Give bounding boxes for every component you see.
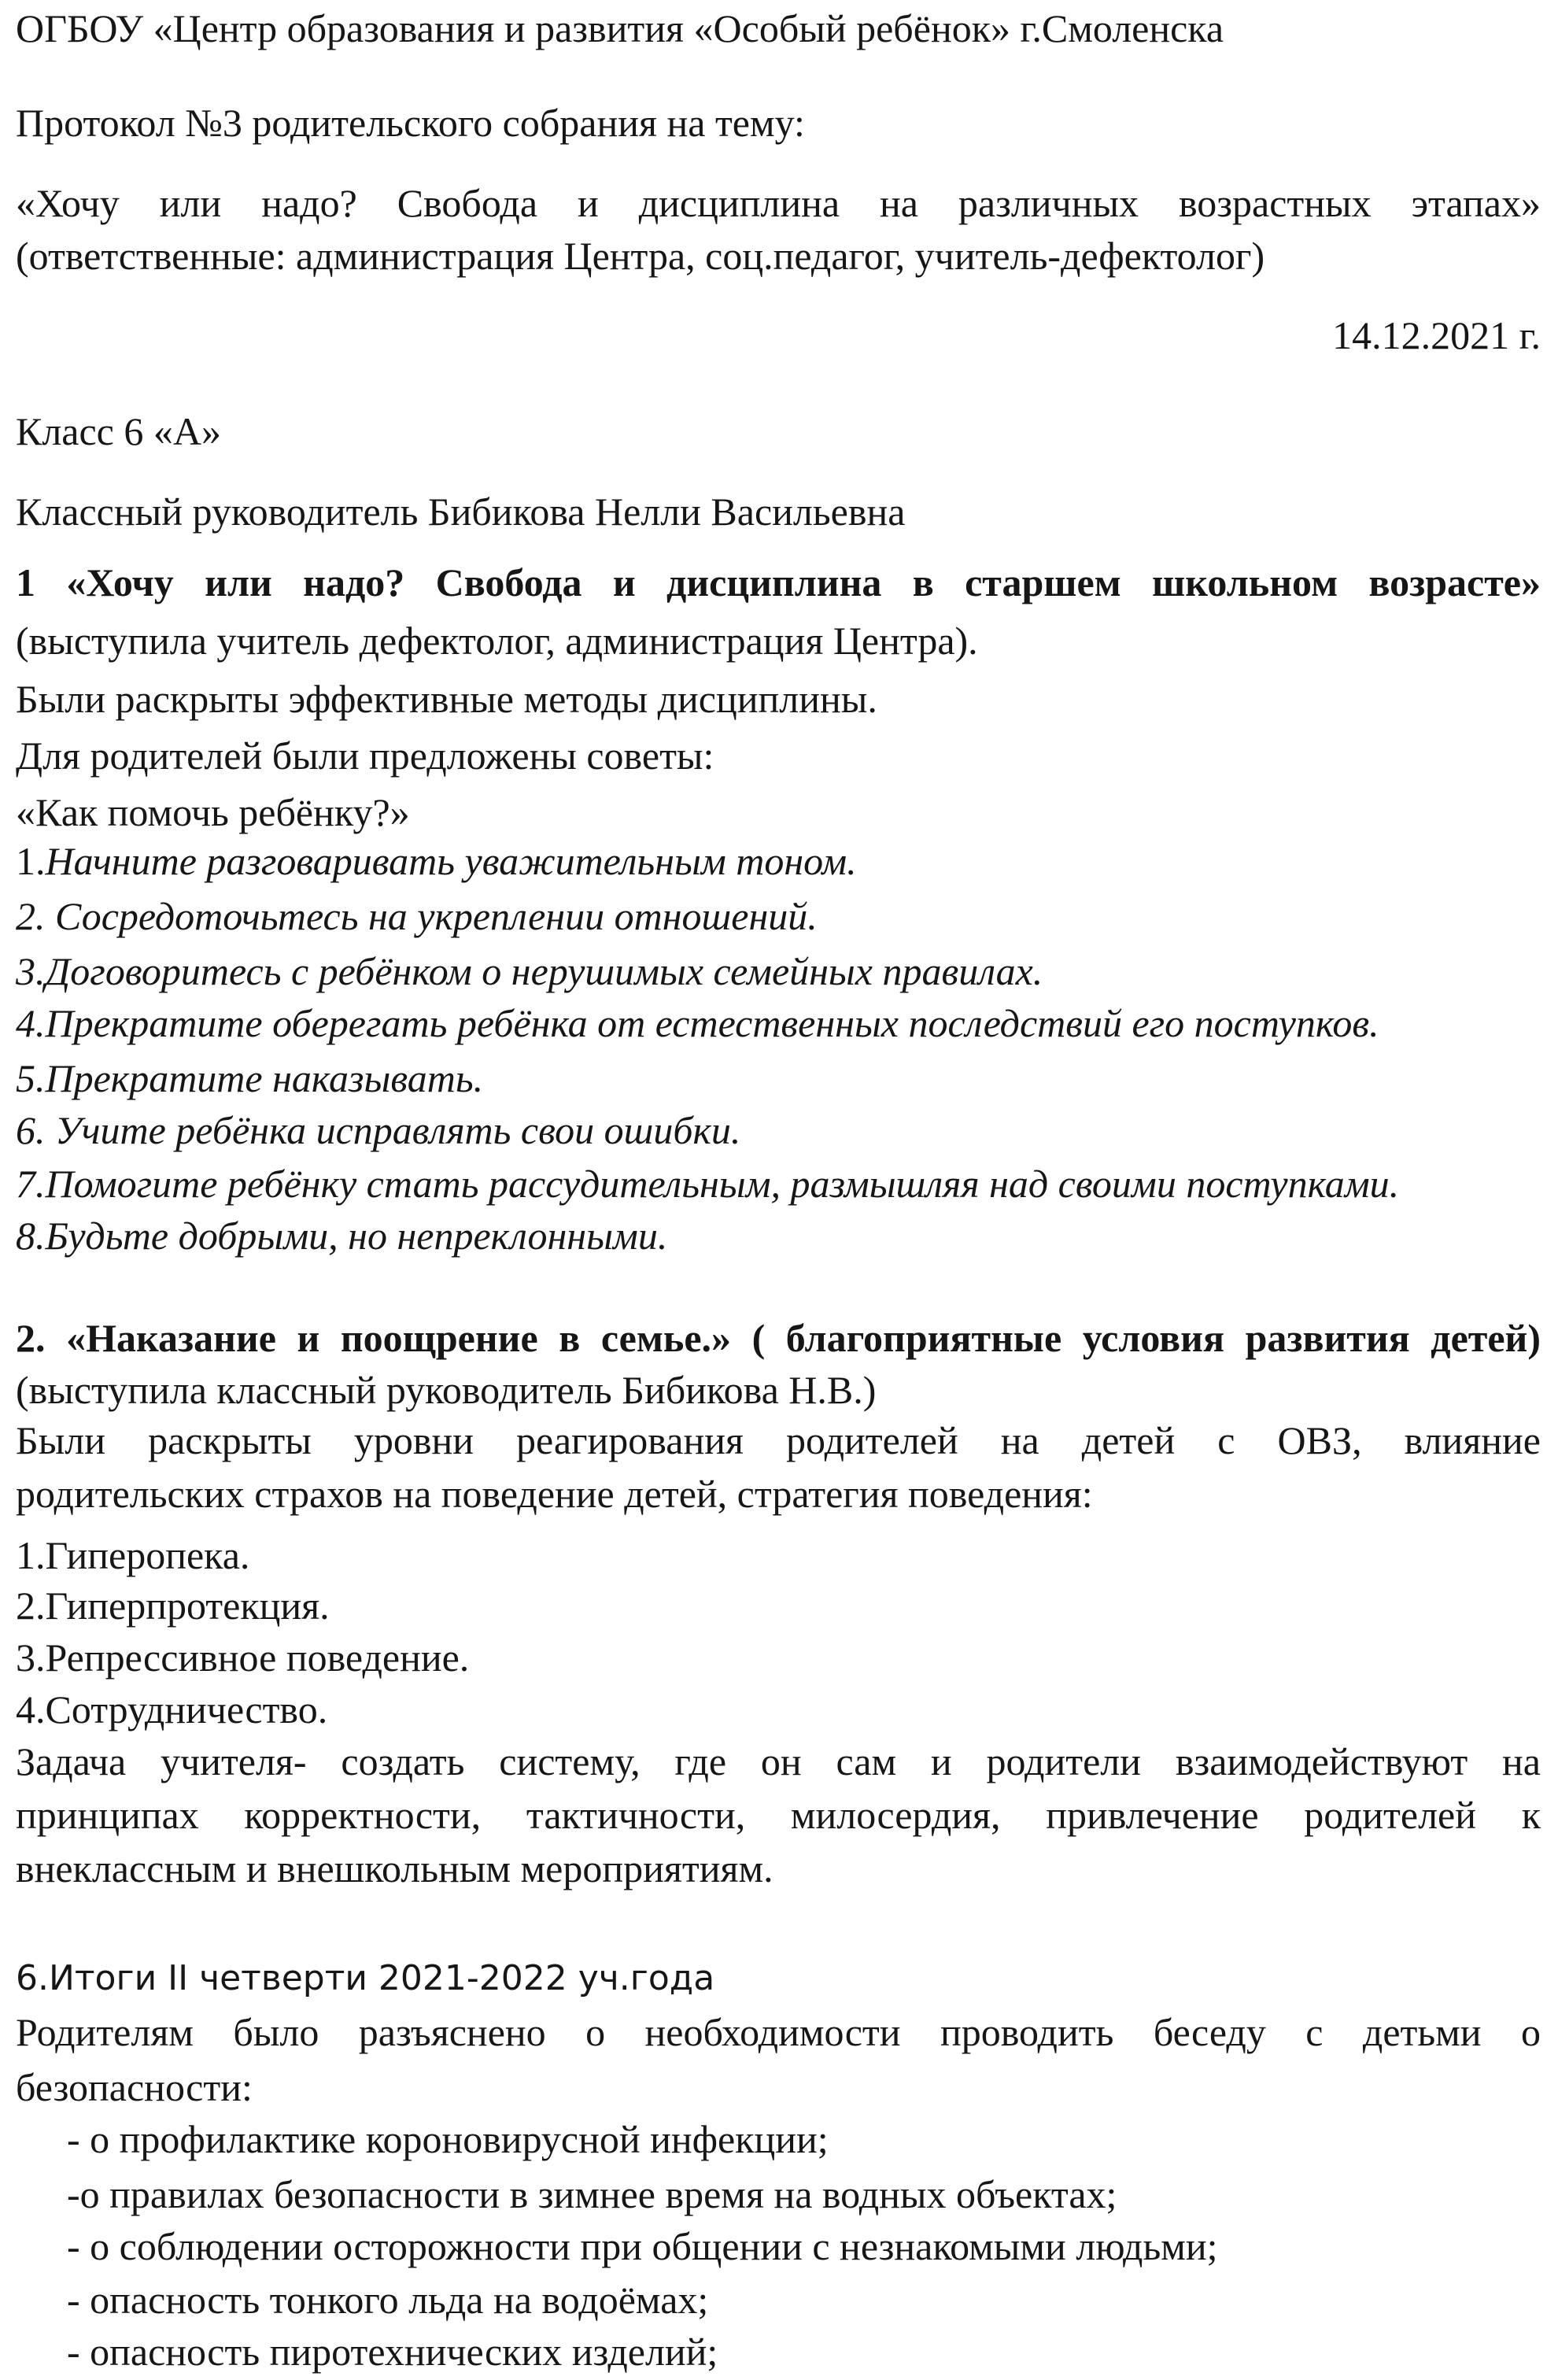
section2-paragraph-line: родительских страхов на поведение детей, стратегия поведения: <box>16 1472 1093 1516</box>
tip-text: Помогите ребёнку стать рассудительным, размышляя над своими поступками. <box>45 1162 1400 1206</box>
class-name: Класс 6 «А» <box>16 409 221 453</box>
section1-title: 1 «Хочу или надо? Свобода и дисциплина в старшем школьном возрасте» <box>16 560 1541 604</box>
tip-item <box>16 1212 1541 1259</box>
section1-methods-line: Были раскрыты эффективные методы дисциплины. <box>16 677 877 721</box>
section6-intro-line: Родителям было разъяснено о необходимости проводить беседу с детьми о <box>16 2010 1541 2054</box>
tip-number: 8. <box>16 1214 46 1258</box>
list-item: 2.Гиперпротекция. <box>16 1584 330 1628</box>
tip-item <box>16 837 1541 885</box>
tip-number: 1. <box>16 839 46 883</box>
tip-item <box>16 1055 1541 1102</box>
bullet-item: -о правилах безопасности в зимнее время на водных объектах; <box>47 2172 1117 2216</box>
list-item: 1.Гиперопека. <box>16 1533 250 1577</box>
bullet-item: - опасность тонкого льда на водоёмах; <box>47 2278 709 2322</box>
bullet-item: - о профилактике короновирусной инфекции; <box>47 2117 829 2161</box>
tip-number: 6. <box>16 1108 55 1152</box>
section1-speaker: (выступила учитель дефектолог, администрация Центра). <box>16 619 978 663</box>
meeting-topic: «Хочу или надо? Свобода и дисциплина на различных возрастных этапах» <box>16 181 1541 225</box>
class-teacher: Классный руководитель Бибикова Нелли Васильевна <box>16 490 906 534</box>
section2-task-line: принципах корректности, тактичности, милосердия, привлечение родителей к <box>16 1793 1541 1837</box>
organization-name: ОГБОУ «Центр образования и развития «Особый ребёнок» г.Смоленска <box>16 6 1224 50</box>
tip-text: Начните разговаривать уважительным тоном. <box>45 839 857 883</box>
tip-number: 7. <box>16 1162 46 1206</box>
list-item: 4.Сотрудничество. <box>16 1687 328 1731</box>
tip-item <box>16 1000 1541 1047</box>
tip-number: 3. <box>16 949 46 993</box>
tip-item <box>16 948 1541 995</box>
section2-title: 2. «Наказание и поощрение в семье.» ( благоприятные условия развития детей) <box>16 1316 1541 1360</box>
section2-task-line: Задача учителя- создать систему, где он сам и родители взаимодействуют на <box>16 1739 1541 1783</box>
tip-item <box>16 1107 1541 1154</box>
tip-text: Будьте добрыми, но непреклонными. <box>45 1214 668 1258</box>
section6-title: 6.Итоги II четверти 2021-2022 уч.года <box>16 1958 715 1998</box>
tip-item <box>16 1160 1541 1207</box>
section2-speaker: (выступила классный руководитель Бибикова Н.В.) <box>16 1368 877 1412</box>
tip-number: 2. <box>16 894 55 938</box>
section2-task-line: внеклассным и внешкольным мероприятиям. <box>16 1846 773 1890</box>
tip-text: Прекратите оберегать ребёнка от естественных последствий его поступков. <box>45 1001 1379 1045</box>
section1-advice-intro: Для родителей были предложены советы: <box>16 734 714 778</box>
meeting-date: 14.12.2021 г. <box>1332 313 1541 357</box>
tip-text: Сосредоточьтесь на укреплении отношений. <box>55 894 818 938</box>
tip-text: Договоритесь с ребёнком о нерушимых семейных правилах. <box>45 949 1043 993</box>
tip-text: Учите ребёнка исправлять свои ошибки. <box>55 1108 741 1152</box>
tip-text: Прекратите наказывать. <box>45 1056 484 1100</box>
bullet-item: - опасность пиротехнических изделий; <box>47 2330 718 2374</box>
tip-number: 5. <box>16 1056 46 1100</box>
section6-intro-line: безопасности: <box>16 2065 253 2109</box>
tip-number: 4. <box>16 1001 46 1045</box>
bullet-item: - о соблюдении осторожности при общении с незнакомыми людьми; <box>47 2224 1218 2268</box>
tip-item <box>16 893 1541 940</box>
list-item: 3.Репрессивное поведение. <box>16 1635 470 1680</box>
section1-advice-heading: «Как помочь ребёнку?» <box>16 790 410 834</box>
section2-paragraph-line: Были раскрыты уровни реагирования родителей на детей с ОВЗ, влияние <box>16 1418 1541 1462</box>
responsible-persons: (ответственные: администрация Центра, соц.педагог, учитель-дефектолог) <box>16 234 1265 278</box>
protocol-title: Протокол №3 родительского собрания на тему: <box>16 101 805 145</box>
